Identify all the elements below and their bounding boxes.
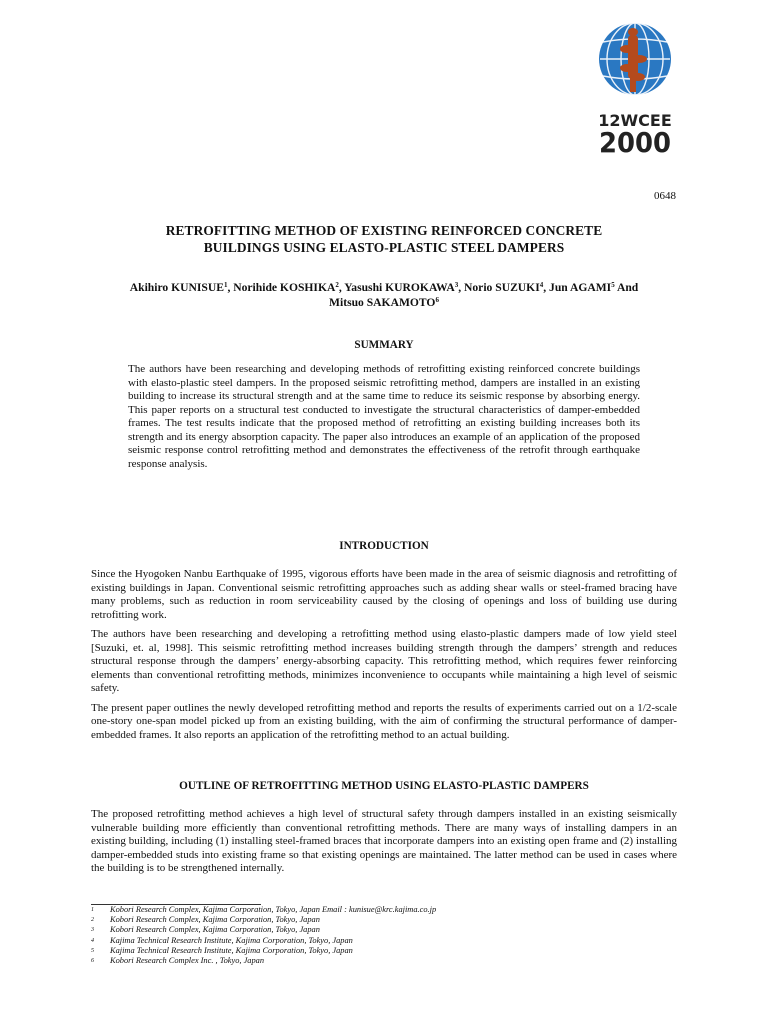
introduction-heading: INTRODUCTION: [339, 540, 429, 552]
author-affiliation-mark: 3: [454, 281, 459, 289]
author-affiliation-mark: 2: [335, 281, 339, 289]
outline-body: [91, 808, 677, 882]
footnote-number: 1: [91, 907, 94, 913]
footnote-number: 3: [91, 927, 94, 934]
footnote-number: 6: [91, 958, 94, 965]
author-affiliation-mark: 4: [539, 281, 544, 289]
footnote: [91, 936, 436, 946]
paragraph: The present paper outlines the newly developed retrofitting method and reports the results of experiments carried out on a 1/2-scale one-story one-span model picked up from an existing building, with the aim of confirming the structural performance of damper-embedded frames. It also reports an application of the retrofitting method to an actual building.: [91, 701, 677, 741]
summary-text: The authors have been researching and developing methods of retrofitting existing reinforced concrete buildings with elasto-plastic steel dampers. In the proposed seismic retrofitting method, dampers are installed in an existing building to increase its structural strength and at the same time to reduce its seismic response by absorbing energy. This paper reports on a structural test conducted to investigate the structural characteristics of damper-embedded frames. The test results indicate that the proposed method of retrofitting an existing building increases both its strength and its energy absorption capacity. The paper also introduces an example of an application of the proposed seismic response control retrofitting method and demonstrates the effectiveness of the retrofit through earthquake response analysis.: [128, 363, 640, 470]
introduction-body: [91, 568, 677, 748]
author-separator: ,: [338, 281, 345, 294]
footnote-text: Kobori Research Complex, Kajima Corporation, Tokyo, Japan Email : kunisue@krc.kajima.co.jp: [110, 905, 437, 914]
summary-heading: SUMMARY: [354, 339, 414, 351]
footnote: [91, 956, 436, 966]
title-line-2: BUILDINGS USING ELASTO-PLASTIC STEEL DAMPERS: [203, 240, 565, 255]
paragraph: The proposed retrofitting method achieves a high level of structural safety through dampers installed in an existing seismically vulnerable building more efficiently than conventional retrofitting methods. There are many ways of installing dampers in an existing building, including (1) installing steel-framed braces that incorporate dampers into an existing open frame and (2) installing damper-embedded studs into existing frame so that existing openings are maintained. The latter method can be used in cases where the building is to be strengthened internally.: [91, 808, 677, 874]
author-name: Norio SUZUKI: [464, 281, 540, 294]
author-name: Jun AGAMI: [549, 281, 612, 294]
logo-text-top: 12WCEE: [598, 111, 672, 130]
title-line-1: RETROFITTING METHOD OF EXISTING REINFORCED CONCRETE: [165, 223, 603, 238]
footnote-text: Kobori Research Complex, Kajima Corporation, Tokyo, Japan: [110, 925, 320, 935]
author-separator: ,: [227, 281, 234, 294]
footnote-number: 2: [91, 917, 94, 924]
author-affiliation-mark: 1: [223, 281, 228, 289]
author-affiliation-mark: 6: [435, 296, 439, 304]
footnote: [91, 925, 436, 935]
paper-number: 0648: [654, 190, 676, 202]
author-separator: ,: [458, 281, 465, 294]
author-name: Akihiro KUNISUE: [129, 281, 224, 294]
globe-logo-icon: [597, 14, 679, 156]
outline-heading: OUTLINE OF RETROFITTING METHOD USING ELASTO-PLASTIC DAMPERS: [179, 780, 589, 792]
author-separator: And: [614, 281, 639, 294]
footnote: [91, 915, 436, 925]
paper-title: [90, 222, 678, 256]
author-list: [90, 280, 678, 310]
author-name: Norihide KOSHIKA: [233, 281, 336, 294]
logo-text-bottom: 2000: [599, 126, 671, 156]
footnote: [91, 905, 436, 915]
footnotes: [91, 905, 436, 966]
footnote-number: 5: [91, 947, 94, 954]
author-name: Mitsuo SAKAMOTO: [329, 296, 436, 309]
footnote-text: Kajima Technical Research Institute, Kajima Corporation, Tokyo, Japan: [110, 935, 353, 945]
footnote-number: 4: [91, 937, 94, 944]
paragraph: Since the Hyogoken Nanbu Earthquake of 1995, vigorous efforts have been made in the area of seismic diagnosis and retrofitting of existing buildings in Japan. Conventional seismic retrofitting approaches such as adding shear walls or steel-framed bracing have many problems, such as reduction in room serviceability caused by the closing of openings and loss of building use during retrofitting work.: [91, 568, 677, 621]
footnote-text: Kobori Research Complex Inc. , Tokyo, Japan: [110, 956, 265, 966]
footnote: [91, 946, 436, 956]
author-affiliation-mark: 5: [611, 281, 615, 289]
footnote-text: Kajima Technical Research Institute, Kajima Corporation, Tokyo, Japan: [110, 945, 353, 955]
author-separator: ,: [543, 281, 550, 294]
footnote-text: Kobori Research Complex, Kajima Corporation, Tokyo, Japan: [110, 915, 320, 925]
conference-logo: [597, 14, 679, 156]
paragraph: The authors have been researching and developing a retrofitting method using elasto-plastic dampers made of low yield steel [Suzuki, et. al, 1998]. This seismic retrofitting method increases building strength through the dampers’ strength and reduces structural response through the dampers’ energy-absorbing capacity. This retrofitting method, which requires fewer reinforcing elements than conventional retrofitting methods, minimizes inconvenience to occupants while maintaining a high level of seismic safety.: [91, 628, 677, 694]
author-name: Yasushi KUROKAWA: [344, 281, 455, 294]
